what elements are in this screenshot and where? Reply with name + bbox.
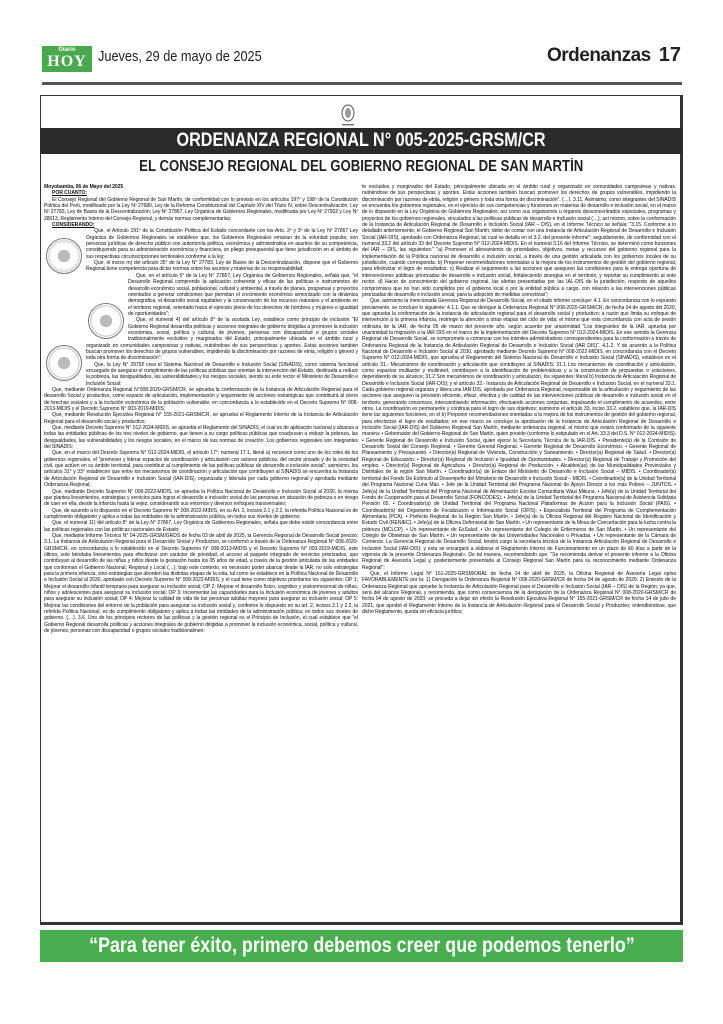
paragraph: Que, mediante Ordenanza Regional N°008-2020-GRSM/CR, se aprueba la conformación de la Instancia de Articulación Regional para el desarrollo Social y productivo, como espacio de articulación, implementación y seguimiento de acciones estratégicas que contribuirá al cierre de brechas sociales y a la inclusión económica de la población vulnerable; en concordancia a lo establecido en el Decreto Supremo N° 008-2013-MIDIS y el Decreto Supremo N° 003-2019-MIDIS; xyxy=(44,387,358,413)
considerando-heading: CONSIDERANDO: xyxy=(52,222,95,229)
section-title: Ordenanzas xyxy=(546,45,651,66)
paragraph: Que, en el artículo 6° de la Ley N° 27867, Ley Orgánica de Gobiernos Regionales, señala que, "el Desarrollo Regional comprende la aplicación coherente y eficaz de las políticas e instrumentos de desarrollo económico social, poblacional, cultural y ambiental, a través de planes, programas y proyectos orientados a generar condiciones que permitan el crecimiento económico armonizado con la dinámica demográfica, el desarrollo social equitativo y la conservación de los recursos naturales y el ambiente en el territorio regional, orientado hacia el ejercicio pleno de los derechos de hombres y mujeres e igualdad de oportunidades"; xyxy=(128,272,358,317)
logo-main-text: HOY xyxy=(47,53,87,70)
footer-quote-banner: “Para tener éxito, primero debemos creer que podemos tenerlo” xyxy=(40,930,683,962)
paragraph: Que, el numeral 11) del artículo 8° de la Ley N° 27867, Ley Orgánica de Gobiernos Regionales, señala que debe existir concordancia entre las políticas regionales con las políticas nacionales de Estado; xyxy=(44,520,358,533)
paragraph: Que, el numeral 4) del artículo 8° de la acotada Ley, establece como principio de inclusión "El Gobierno Regional desarrolla políticas y acciones integrales de gobierno dirigidas a promover la inclusión económica, social, política y cultural, de jóvenes, personas con discapacidad o grupos sociales tradicionalmente excluidos y marginados del Estado, principalmente ubicada en el ámbito rural y organizado en comunidades campesinas y nativas, nutriéndose de sus perspectivas y aportes. Estas acciones también buscan promover los derechos de grupos vulnerables, impidiendo la discriminación por razones de etnia, religión o género y toda otra forma de discriminación"; xyxy=(86,317,358,362)
paragraph: Que, mediante Informe Técnico N° 04-2025-GRSM/GRDS de fecha 03 de abril de 2025, la Gerencia Regional de Desarrollo Social precisó: 3.1. La Instancia de Articulación Regional para el Desarrollo Social y Productivo, se conformó a través de la Ordenanza Regional N° 008-2020-GRSM/CR, en concordancia a lo establecido en el Decreto Supremo N° 008-2013-MIDIS y el Decreto Supremo N° 003-2019-MIDIS, este último, solo brindaba lineamientos para efectivizar con carácter de prioridad, el acceso al paquete integrado de servicios priorizados, que contribuyan al desarrollo de las niñas y niños desde la gestación hasta los 05 años de edad, a través de la gestión articulada de las entidades que conforman el Gobierno Nacional, Regional y Local (…); bajo este contexto, es necesario poder abarcar desde la IAR, no solo estrategias para la primera infancia, sino estrategias que aborden las distintas etapas de la vida, tal como se establece en la Política Nacional de Desarrollo e Inclusión Social al 2030, aprobado con Decreto Supremo N° 008-2022-MIDIS, y el cual tiene como objetivos prioritarios los siguientes: OP 1: Mejorar el desarrollo infantil temprano para asegurar su inclusión social; OP 2: Mejorar el desarrollo físico, cognitivo y socioemocional de niñas, niños y adolescentes para asegurar su inclusión social; OP 3: Incrementar las capacidades para la inclusión económica de jóvenes y adultos para asegurar su inclusión social; OP 4: Mejorar la calidad de vida de las personas adultas mayores para asegurar su inclusión social; OP 5: Mejorar las condiciones del entorno de la población para asegurar su inclusión social y, conforme lo dispuesto en su art. 2, incisos 2.1 y 2.2, la referida Política Nacional, es de cumplimiento obligatorio y aplica a todas las entidades de la administración pública, en todos sus niveles de gobierno. (…). 3.6. Uno de los principios rectores de las políticas y la gestión regional es el Principio de Inclusión, el cual establece que "el Gobierno Regional desarrolla políticas y acciones integrales de gobierno dirigidas a promover la inclusión económica, social, política y cultural, de jóvenes, personas con discapacidad o grupos sociales tradicionalmen- xyxy=(44,532,358,635)
paragraph: Que, asimismo la mencionada Gerencia Regional de Desarrollo Social, en el citado informe concluye: 4.1. En concordancia con lo expuesto previamente, se concluye lo siguiente: 4.1.1. Que se derogue la Ordenanza Regional N° 008-2020-GRSM/CR, de fecha 04 de agosto del 2020, que aprueba la conformación de la instancia de articulación regional para el desarrollo social y productivo; a razón que limita su enfoque de intervención a la primera infancia, restringe la atención a otras etapas del ciclo de vida; el mismo que esta concordancia con acta de sesión ordinaria de la IAR, de fecha 05 de marzo del presente año, según acuerdo por unanimidad "Los integrantes de la IAR, aprueba por unanimidad la migración a la IAR DIS en el marco de la implementación del Decreto Supremo N° 012-2024-MIDIS. En ese sentido la Gerencia Regional de Desarrollo Social, se compromete a comenzar con los trámites administrativos correspondientes para la conformación a través de Ordenanza Regional de la Instancia de Articulación Regional de Desarrollo e Inclusión Social (IAR DIS)". 4.1.2. Y de acuerdo a la Política Nacional de Desarrollo e Inclusión Social al 2030, aprobado mediante Decreto Supremo N° 008-2022-MIDIS, en concordancia con el Decreto Supremo N° 012-2024-MIDIS, que aprueba el Reglamento del Sistema Nacional de Desarrollo e Inclusión Social (SINADIS), establece en el artículo 31.- Mecanismos de coordinación y articulación que contribuyen al SINADIS; 31.1 Los mecanismos de coordinación y articulación, como espacios multiactor y multinivel, contribuyen a la identificación de problemáticas y a la construcción de propuestas o soluciones, dependiendo de su alcance; 31.2 Son mecanismos de coordinación y articulación, los siguientes: literal b) Instancia de Articulación Regional de Desarrollo e Inclusión Social (IAR-DIS); y el artículo 33.- Instancia de Articulación Regional de Desarrollo e Inclusión Social, en el numeral 33.1. Cada gobierno regional organiza y lidera una IAR-DIS, aprobada por Ordenanza Regional, responsable de la articulación y seguimiento de las acciones que aseguren la provisión eficiente, eficaz, efectiva y de calidad de las intervenciones públicas de desarrollo e inclusión social en el territorio, generando consensos, intercambiando información, efectuando acciones conjuntas, impulsando el cumplimiento de acuerdos, entre otros. La coordinación es permanente y continua para el logro de sus objetivos; asimismo el artículo 33, inciso 33.2. establece que, la IAR-DIS tiene las siguientes funciones, en el b) Proponer recomendaciones orientadas a la mejora de los instrumentos de gestión del gobierno regional, para efectivizar el logro de resultados; en ese marco se concluye la aprobación de la Instancia de Articulación Regional de Desarrollo e Inclusión Social (IAR-DIS) del Gobierno Regional San Martín, mediante ordenanza regional, el mismo que estará conformado de la siguiente manera: • Gobernador del Gobierno Regional de San Martín, quien preside (conforme lo estipulado en el Art. 33.3 del D.S. N° 012-2024-MIDIS). • Gerente Regional de Desarrollo e Inclusión Social, quien ejerce la Secretaría Técnica de la IAR-DIS. • Presidente(a) de la Comisión de Desarrollo Social del Consejo Regional. • Gerente General Regional. • Gerente Regional de Desarrollo Económico. • Gerente Regional de Planeamiento y Presupuesto. • Director(a) Regional de Vivienda, Construcción y Saneamiento. • Director(a) Regional de Salud. • Director(a) Regional de Educación. • Director(a) Regional de Inclusión e Igualdad de Oportunidades. • Director(a) Regional de Trabajo y Promoción del empleo. • Director(a) Regional de Agricultura. • Director(a) Regional de Producción. • Alcaldes(as) de las Municipalidades Provinciales y Distritales de la región San Martín. • Coordinador(a) de Enlace del Ministerio de Desarrollo e Inclusión Social – MIDIS. • Coordinador(a) territorial del Fondo De Estímulo al Desempeño del Ministerio de Desarrollo e Inclusión Social – MIDIS. • Coordinador(a) de la Unidad Territorial del Programa Nacional Cuna Más. • Jefe de la Unidad Territorial del Programa Nacional de Apoyo Directo a los más Pobres – JUNTOS. • Jefe(a) de la Unidad Territorial del Programa Nacional de Alimentación Escolar Comunitaria Wasi Mikuna. • Jefe(a) de la Unidad Territorial del Fondo de Cooperación para el Desarrollo Social (FONCODES). • Jefe(a) de la Unidad Territorial del Programa Nacional de Asistencia Solidaria Pensión 65. • Coordinador(a) de Unidad Territorial del Programa Nacional Plataformas de Acción para la Inclusión Social (PAIS). • Coordinador(a) del Organismo de Focalización e Información Social (OFIS). • Especialista Territorial del Programa de Complementación Alimentaria (PCA). • Prefecto Regional de la Región San Martín. • Jefe(a) de la Oficina Regional del Registro Nacional de Identificación y Estado Civil (RENIEC). • Jefe(a) de la Oficina Defensorial de San Martín. • Un representante de la Mesa de Concertación para la lucha contra la pobreza (MCLCP). • Un representante de EsSalud. • Un representante del Colegio de Enfermeros de San Martín. • Un representante del Colegio de Obstetras de San Martín. • Un representante de las Universidades Nacionales o Privadas. • Un representante de la Cámara de Comercio. La Gerencia Regional de Desarrollo Social, tendrá cargo la secretaría técnica de la Instancia Articulación Regional de Desarrollo e Inclusión Social (IAR-DIS); y esta se encargará a elaborar el Reglamento Interno de Funcionamiento en un plazo de 60 días a partir de la vigencia de la presente Ordenanza Regional». De tal manera, recomendando que: "Se recomienda derivar el presente informe a la Oficina Regional de Asesoría Legal y, posteriormente presentarla al Consejo Regional San Martín para su reconocimiento mediante Ordenanza Regional"; xyxy=(362,298,676,571)
paragraph: Que, el Artículo 191º de la Constitución Política del Estado concordante con los Arts. 2º y 3º de la Ley Nº 27867 Ley Orgánica de Gobiernos Regionales se establece que, los Gobiernos Regionales emanan de la voluntad popular, son personas jurídicas de derecho público con autonomía política, económica y administrativa en asuntos de su competencia, constituyendo para su administración económica y financiera, un pliego presupuestal que tiene jurisdicción en el ámbito de sus respectivas circunscripciones territoriales conforme a la ley; xyxy=(86,228,358,260)
section-header xyxy=(547,44,681,67)
left-column xyxy=(44,184,358,920)
official-seal-icon xyxy=(88,303,124,339)
paragraph: Que, el Informe Legal N° 161-2025-GRSM/ORAL de fecha 14 de abril de 2025, la Oficina Regional de Asesoría Legal opina FAVORABLEMENTE por la: 1) Derogación la Ordenanza Regional N° 008-2020-GRSM/CR de fecha 04 de agosto de 2020. 2) Emisión de la Ordenanza Regional que apruebe la Instancia de Articulación Regional para el Desarrollo e Inclusión Social (IAR – DIS) de la Región; ya que, será del alcance Regional, y recomienda, que como consecuencia de la derogación de la Ordenanza Regional N° 008-2020-GRSM/CR de fecha 04 de agosto de 2020; se proceda a dejar sin efecto la Resolución Ejecutiva Regional N° 155-2021-GRSM/CR de fecha 14 de julio de 2021, que aprobó el Reglamento Interno de la Instancia de Articulación Regional para el Desarrollo Social y Productivo; entendiéndose, que dicho Reglamento, queda sin eficacia jurídica; xyxy=(362,570,676,616)
paragraph: te excluidos y marginados del Estado, principalmente ubicada en el ámbito rural y organizado en comunidades campesinas y nativas, nutriéndose de sus perspectivas y aportes. Estas acciones también buscan promover los derechos de grupos vulnerables, impidiendo la discriminación por razones de etnia, religión o género y toda otra forma de discriminación". (…). 3.11. Asimismo, como integrantes del SINADIS se encuentra los gobiernos regionales, en el ejercicio de sus competencias y funciones en materias de desarrollo e inclusión social, en el marco de lo dispuesto en la Ley Orgánica de Gobiernos Regionales; así como sus organismos u órganos desconcentrados especiales, programas y proyectos de los gobiernos regionales, vinculados a las políticas públicas de desarrollo e inclusión social (…); así mismo, sobre la conformación de la Instancia de Articulación Regional de Desarrollo e Inclusión Social (IAR – DIS), en el Informe Técnico se señala: "3.15. Conforme a lo detallado anteriormente, el Gobierno Regional San Martín, debe de contar con una Instancia de Articulación Regional de Desarrollo e Inclusión Social (IAR-DIS), aprobado con Ordenanza Regional, tal cual se detalla en el 3.2. del presente informe"; seguidamente, de conformidad con el numeral 33.2 del artículo 33 del Decreto Supremo N° 012-2024-MIDIS. En el numeral 3.16 del Informe Técnico, se determinó como funciones del IAR – DIS, las siguientes:" "a) Promover el alineamiento de prioridades, objetivos, metas y recursos del gobierno regional para la implementación de la Política nacional de desarrollo e inclusión social, a través de una gestión articulada con los gobiernos locales de su jurisdicción, cuando corresponda. b) Proponer recomendaciones orientadas a la mejora de los instrumentos de gestión del gobierno regional, para efectivizar el logro de resultados. c) Realizar el seguimiento a las acciones que aseguren las condiciones para la entrega oportuna de intervenciones públicas priorizadas de desarrollo e inclusión social, fortaleciendo sinergias en el territorio; y reportar su cumplimiento al ente rector. d) Hacer de conocimiento del gobierno regional, las alertas presentadas por las IAL-DIS de la jurisdicción, respecto de aquellos compromisos que no han sido cumplidos por el gobierno local o por la entidad pública a cargo, con relación a las intervenciones públicas priorizadas de desarrollo e inclusión social, para la adopción de medidas correctivas"; xyxy=(362,184,676,298)
issue-date: Jueves, 29 de mayo de 2025 xyxy=(98,48,262,65)
paragraph: Que, el inciso m) del artículo 35° de la Ley N° 27783, Ley de Bases de la Descentralización, dispone que el Gobierno Regional tiene competencia para dictar normas sobre los asuntos y materias de su responsabilidad; xyxy=(86,260,358,273)
paragraph: Que, mediante Decreto Supremo N° 012-2024-MIDIS, se aprueba el Reglamento del SINADIS, el cual es de aplicación nacional y alcanza a todas las entidades públicas de los tres niveles de gobierno, que tienen a su cargo políticas públicas que coadyuvan a reducir la pobreza, las desigualdades, las vulnerabilidades y los riesgos sociales, en el marco de sus normas de creación. Los gobiernos regionales son integrantes del SINADIS; xyxy=(44,425,358,451)
regional-crest-icon xyxy=(339,104,357,128)
paragraph: Que, mediante Resolución Ejecutiva Regional N° 155-2021-GRSM/CR, se aprueba el Reglamento Interno de la Instancia de Articulación Regional para el desarrollo social y productivo; xyxy=(44,412,358,425)
page-number: 17 xyxy=(658,44,681,66)
signature-seal-icon xyxy=(46,345,82,381)
paragraph: El Consejo Regional del Gobierno Regional de San Martín, de conformidad con lo previsto en los artículos 197º y 198º de la Constitución Política del Perú, modificado por la Ley Nº 27680, Ley de la Reforma Constitucional del Capítulo XIV del Título IV, sobre Descentralización; Ley Nº 27783, Ley de Bases de la Descentralización; Ley Nº 27867, Ley Orgánica de Gobiernos Regionales, modificada por Ley Nº 27902 y Ley Nº 28013, Reglamento Interno del Consejo Regional, y demás normas complementarias; xyxy=(44,196,358,222)
paragraph: Que, la Ley N° 29792 crea el Sistema Nacional de Desarrollo e Inclusión Social (SINADIS), como sistema funcional encargado de asegurar el cumplimiento de las políticas públicas que orientan la intervención del Estado, destinada a reducir la pobreza, las desigualdades, las vulnerabilidades y los riesgos sociales, siendo su ente rector el Ministerio de Desarrollo e Inclusión Social; xyxy=(86,361,358,387)
right-column xyxy=(362,184,676,920)
ordinance-title: ORDENANZA REGIONAL N° 005-2025-GRSM/CR xyxy=(40,128,683,154)
issuer-heading: EL CONSEJO REGIONAL DEL GOBIERNO REGIONAL DE SAN MARTÍN xyxy=(139,158,584,175)
paragraph: Que, en el marco del Decreto Supremo N° 012-2024-MIDIS, el artículo 17°, numeral 17.1, literal a) reconoce como uno de los roles de los gobiernos regionales, el "promover y liderar espacios de coordinación y articulación con actores públicos, del sector privado y de la sociedad civil, que actúen en su ámbito territorial, para contribuir al cumplimiento de las políticas públicas de desarrollo e inclusión social"; asimismo, los artículos 31° y 33° establecen que entre los mecanismos de coordinación y articulación que contribuyen al SINADIS se encuentra la Instancia de Articulación Regional de Desarrollo e Inclusión Social (IAR-DIS), organizada y liderada por cada gobierno regional y aprobada mediante Ordenanza Regional; xyxy=(44,450,358,489)
place-date: Moyobamba, 06 de Mayo del 2025 xyxy=(44,184,124,190)
paragraph: Que, de acuerdo a lo dispuesto en el Decreto Supremo N° 008-2022-MIDIS, en su Art. 2, incisos 2.1 y 2.2, la referida Política Nacional es de cumplimiento obligatorio y aplica a todas las entidades de la administración pública, en todos sus niveles de gobierno; xyxy=(44,507,358,520)
paragraph: Que, mediante Decreto Supremo N° 008-2022-MIDIS, se aprueba la Política Nacional de Desarrollo e Inclusión Social al 2030, la misma que plantea lineamientos, estrategias y servicios para lograr el desarrollo e inclusión social de las personas en situación de pobreza o en riesgo de caer en ella, desde la infancia hasta la vejez, considerando sus entornos y diversos enfoques transversales; xyxy=(44,488,358,508)
diario-hoy-logo xyxy=(42,46,92,72)
logo-top-text: Diario xyxy=(58,47,76,53)
por-cuanto-heading: POR CUANTO: xyxy=(52,190,87,197)
header-divider xyxy=(42,82,682,85)
